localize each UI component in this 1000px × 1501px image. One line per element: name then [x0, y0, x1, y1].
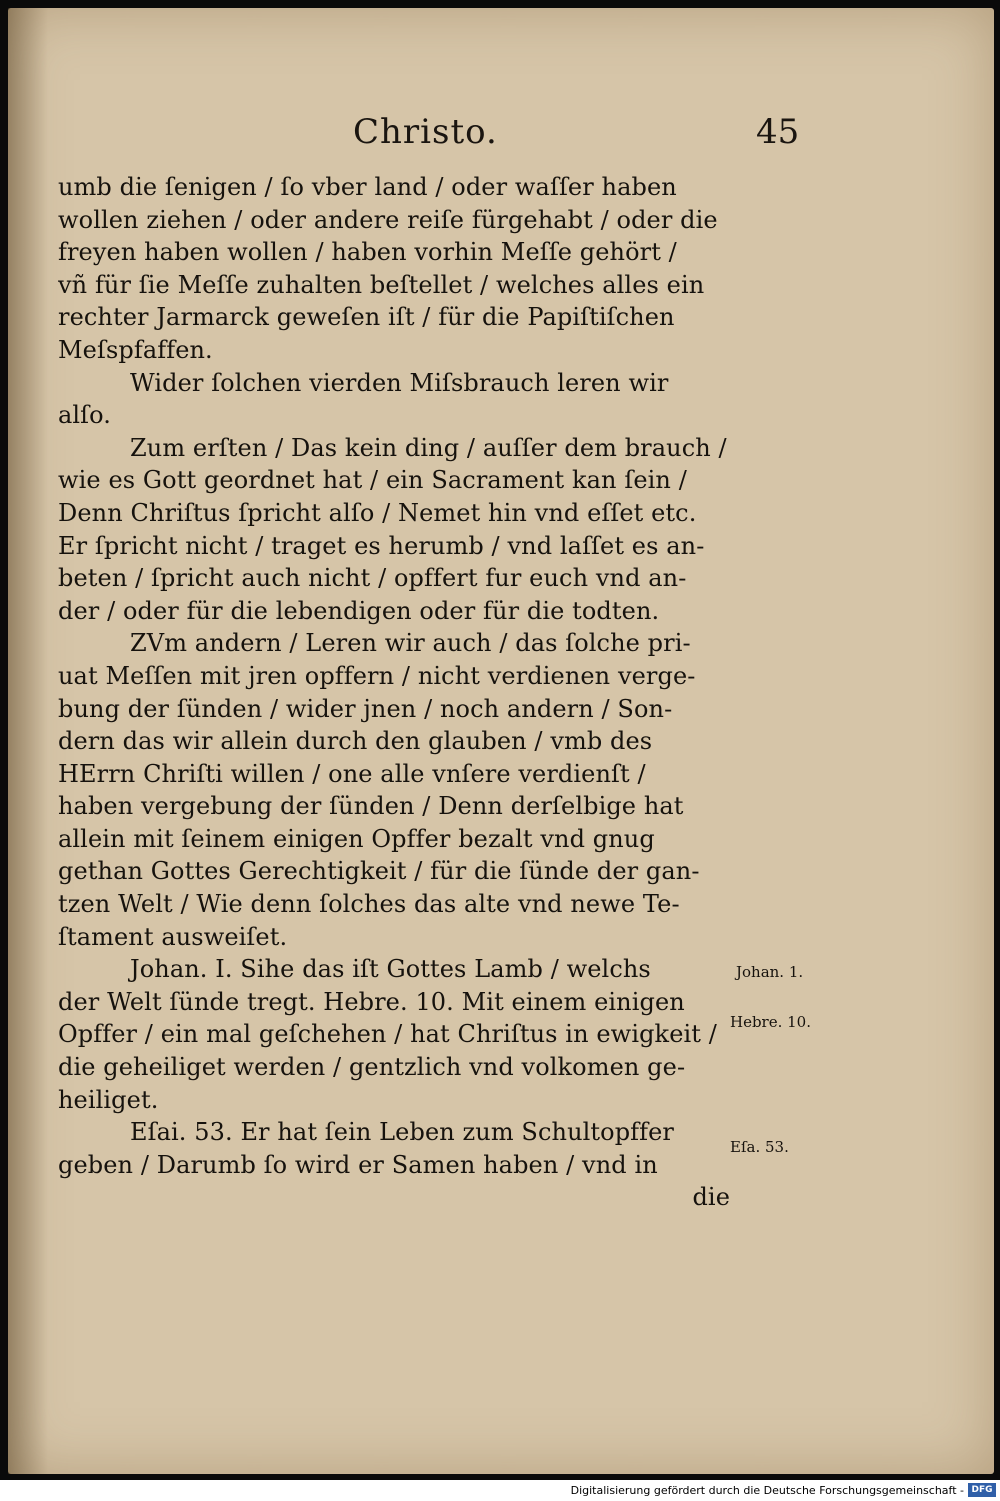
text-line: Er ſpricht nicht / traget es herumb / vnd laſſet es an- — [58, 531, 705, 560]
catchword: die — [692, 1183, 730, 1212]
margin-note-esai: Eſa. 53. — [730, 1138, 789, 1156]
page-number: 45 — [756, 112, 800, 152]
text-line: umb die ſenigen / ſo vber land / oder waſſer haben — [58, 173, 677, 201]
text-line: Opffer / ein mal geſchehen / hat Chriſtus in ewigkeit / — [58, 1020, 717, 1049]
text-line: bung der ſünden / wider jnen / noch andern / Son- — [58, 694, 673, 723]
text-line: heiliget. — [58, 1085, 159, 1114]
text-line: uat Meſſen mit jren opffern / nicht verdienen verge- — [58, 661, 696, 690]
text-line: rechter Jarmarck geweſen iſt / für die Papiſtiſchen — [58, 303, 675, 332]
text-line: die geheiliget werden / gentzlich vnd volkomen ge- — [58, 1053, 686, 1082]
book-page — [8, 8, 994, 1474]
text-line: allein mit ſeinem einigen Opffer bezalt vnd gnug — [58, 824, 655, 853]
text-line: ſtament ausweiſet. — [58, 922, 288, 951]
text-line: gethan Gottes Gerechtigkeit / für die ſünde der gan- — [58, 857, 700, 886]
text-line: HErrn Chriſti willen / one alle vnſere verdienſt / — [58, 759, 646, 788]
margin-note-hebre: Hebre. 10. — [730, 1013, 811, 1031]
text-line: Denn Chriſtus ſpricht alſo / Nemet hin vnd eſſet etc. — [58, 498, 697, 527]
digitization-footer — [0, 1480, 1000, 1501]
text-line: Meſspfaffen. — [58, 335, 213, 364]
text-line: Zum erſten / Das kein ding / auſſer dem brauch / — [130, 433, 727, 462]
text-block — [58, 171, 748, 1214]
text-line: tzen Welt / Wie denn ſolches das alte vnd newe Te- — [58, 890, 680, 919]
text-line: Wider ſolchen vierden Miſsbrauch leren wir — [130, 368, 669, 397]
dfg-logo: DFG — [968, 1483, 996, 1497]
text-line: ZVm andern / Leren wir auch / das ſolche pri- — [130, 629, 691, 658]
text-line: Eſai. 53. Er hat ſein Leben zum Schultopffer — [130, 1118, 675, 1147]
text-line: Johan. I. Sihe das iſt Gottes Lamb / welchs — [130, 955, 651, 984]
running-head: Christo. — [353, 112, 498, 152]
text-line: der / oder für die lebendigen oder für die todten. — [58, 596, 660, 625]
text-line: dern das wir allein durch den glauben / vmb des — [58, 727, 653, 756]
text-line: haben vergebung der ſünden / Denn derſelbige hat — [58, 792, 684, 821]
text-line: vñ für ſie Meſſe zuhalten beſtellet / welches alles ein — [58, 270, 705, 299]
text-line: beten / ſpricht auch nicht / opffert fur euch vnd an- — [58, 564, 687, 593]
footer-credit: Digitalisierung gefördert durch die Deutsche Forschungsgemeinschaft - — [570, 1484, 964, 1497]
text-line: freyen haben wollen / haben vorhin Meſſe gehört / — [58, 238, 677, 267]
text-line: wie es Gott geordnet hat / ein Sacrament kan ſein / — [58, 466, 687, 495]
text-line: alſo. — [58, 401, 112, 430]
text-line: der Welt ſünde tregt. Hebre. 10. Mit einem einigen — [58, 987, 685, 1016]
text-line: wollen ziehen / oder andere reiſe fürgehabt / oder die — [58, 205, 718, 234]
text-line: geben / Darumb ſo wird er Samen haben / vnd in — [58, 1150, 658, 1179]
margin-note-johan: Johan. 1. — [736, 963, 804, 981]
